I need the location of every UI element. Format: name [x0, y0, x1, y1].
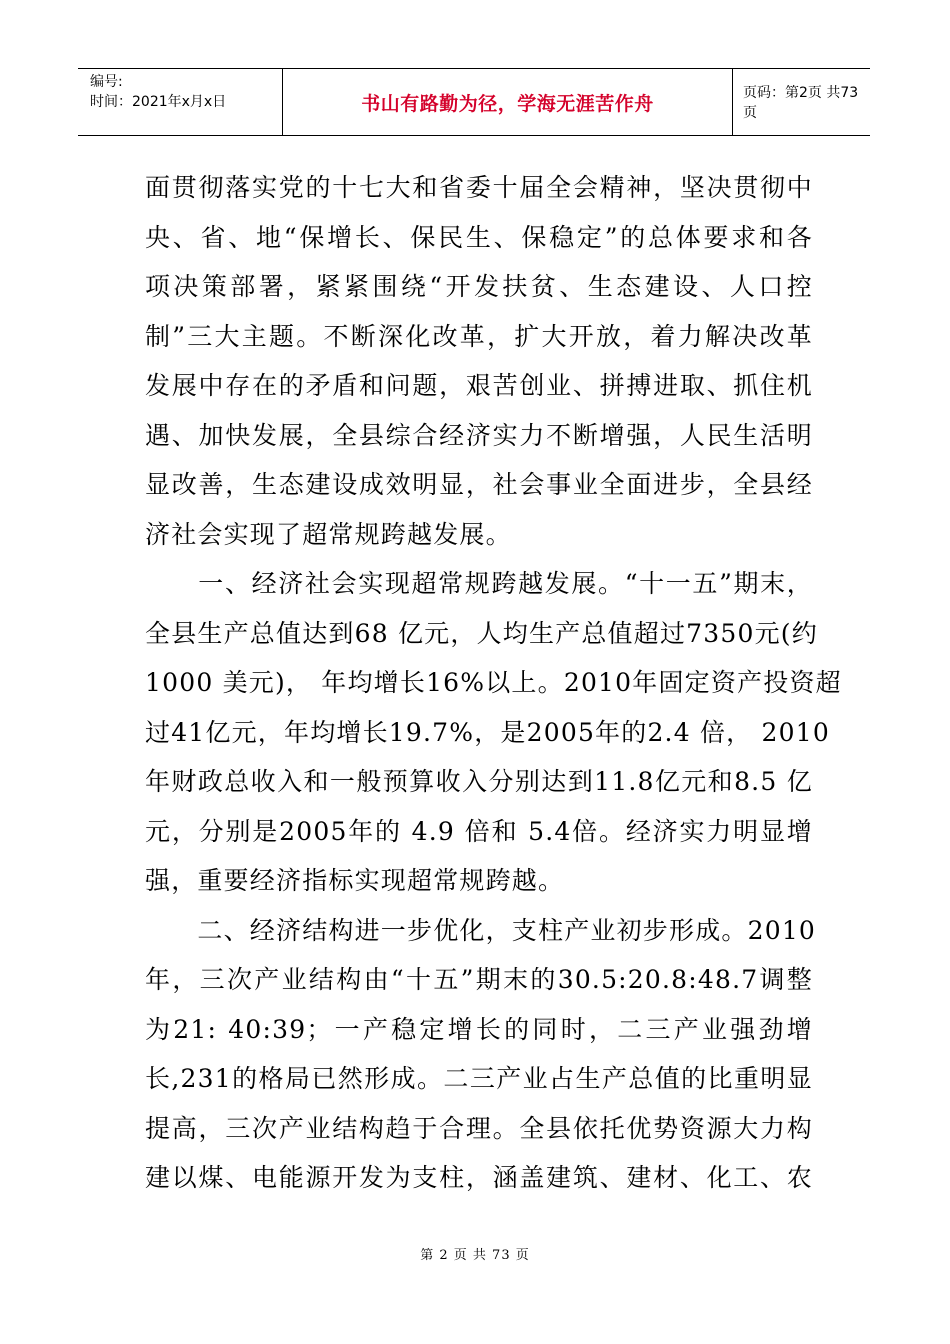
body-line: 遇、加快发展，全县综合经济实力不断增强，人民生活明 [145, 420, 813, 450]
body-line: 面贯彻落实党的十七大和省委十届全会精神，坚决贯彻中 [145, 173, 813, 202]
body-line: 为21: 40:39；一产稳定增长的同时，二三产业强劲增 [145, 1014, 813, 1044]
document-time-label: 时间：2021年x月x日 [90, 94, 227, 110]
body-line: 年财政总收入和一般预算收入分别达到11.8亿元和8.5 亿 [145, 767, 813, 796]
page-footer: 第 2 页 共 73 页 [420, 1248, 530, 1263]
document-number-label: 编号: [90, 74, 123, 90]
body-line: 长,231的格局已然形成。二三产业占生产总值的比重明显 [145, 1064, 813, 1093]
body-line: 1000 美元)， 年均增长16%以上。2010年固定资产投资超 [145, 668, 842, 697]
body-line: 济社会实现了超常规跨越发展。 [145, 519, 512, 549]
body-line: 全县生产总值达到68 亿元，人均生产总值超过7350元(约 [145, 618, 818, 648]
body-line: 显改善，生态建设成效明显，社会事业全面进步，全县经 [145, 470, 813, 499]
body-line: 项决策部署，紧紧围绕“开发扶贫、生态建设、人口控 [145, 272, 813, 301]
body-line: 提高，三次产业结构趋于合理。全县依托优势资源大力构 [145, 1113, 813, 1143]
header-page-code: 页码：第2页 共73页 [743, 85, 859, 121]
body-line: 发展中存在的矛盾和问题，艰苦创业、拼搏进取、抓住机 [145, 371, 813, 400]
body-line: 元，分别是2005年的 4.9 倍和 5.4倍。经济实力明显增 [145, 816, 813, 846]
body-line: 制”三大主题。不断深化改革，扩大开放，着力解决改革 [145, 321, 813, 351]
body-line: 强，重要经济指标实现超常规跨越。 [145, 866, 565, 895]
body-line: 二、经济结构进一步优化，支柱产业初步形成。2010 [145, 915, 817, 945]
page-header [78, 68, 870, 136]
header-motto: 书山有路勤为径，学海无涯苦作舟 [283, 69, 733, 135]
body-line: 央、省、地“保增长、保民生、保稳定”的总体要求和各 [145, 222, 813, 252]
header-meta [78, 69, 283, 135]
body-line: 过41亿元，年均增长19.7%，是2005年的2.4 倍， 2010 [145, 717, 830, 747]
document-body [145, 163, 842, 1203]
body-line: 建以煤、电能源开发为支柱，涵盖建筑、建材、化工、农 [145, 1163, 813, 1192]
body-line: 一、经济社会实现超常规跨越发展。“十一五”期末， [145, 569, 813, 598]
body-line: 年，三次产业结构由“十五”期末的30.5:20.8:48.7调整 [145, 965, 813, 994]
